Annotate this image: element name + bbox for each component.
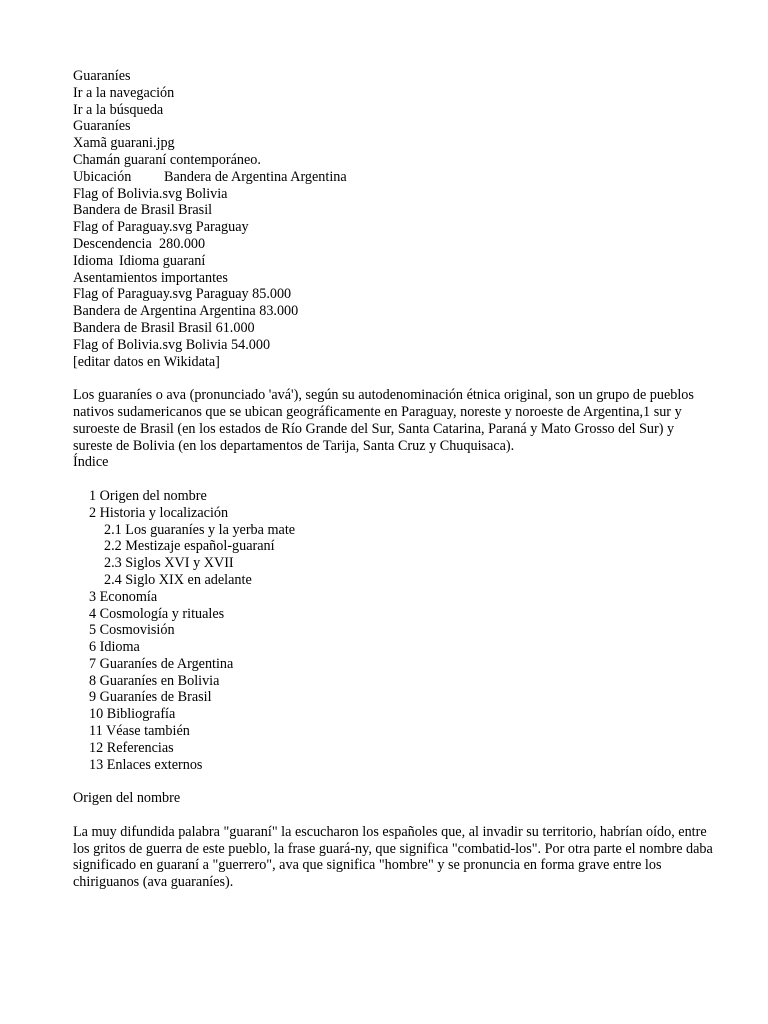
- article-heading: Guaraníes: [73, 118, 131, 135]
- toc-item[interactable]: 3 Economía: [89, 588, 158, 605]
- section-origen-paragraph: La muy difundida palabra "guaraní" la escucharon los españoles que, al invadir su territorio, habrían oído, entre los gritos de guerra de este pueblo, la frase guará-ny, que significa "combatid-los". Por otra parte el nombre daba significado en guaraní a "guerrero", ava que significa "hombre" y se pronuncia en forma grave entre los chiriguanos (ava guaraníes).: [73, 823, 713, 891]
- location-item[interactable]: Flag of Paraguay.svg Paraguay: [73, 219, 249, 236]
- toc-subitem[interactable]: 2.4 Siglo XIX en adelante: [104, 571, 252, 588]
- toc-item[interactable]: 13 Enlaces externos: [89, 756, 203, 773]
- document-page: [73, 68, 713, 891]
- toc-item[interactable]: 1 Origen del nombre: [89, 487, 207, 504]
- ubicacion-label: Ubicación: [73, 168, 132, 185]
- settlement-item: Bandera de Argentina Argentina 83.000: [73, 303, 299, 320]
- toc-subitem[interactable]: 2.2 Mestizaje español-guaraní: [104, 538, 275, 555]
- spacer: [73, 807, 713, 824]
- search-link[interactable]: Ir a la búsqueda: [73, 101, 164, 118]
- section-heading-origen: Origen del nombre: [73, 790, 181, 807]
- toc-item[interactable]: 6 Idioma: [89, 639, 140, 656]
- idioma-value[interactable]: Idioma guaraní: [119, 252, 206, 269]
- infobox-image-caption: Chamán guaraní contemporáneo.: [73, 151, 261, 168]
- infobox-idioma-row: [73, 253, 713, 270]
- settlement-item: Flag of Paraguay.svg Paraguay 85.000: [73, 286, 292, 303]
- infobox-ubicacion-row: [73, 169, 713, 186]
- settlement-item: Flag of Bolivia.svg Bolivia 54.000: [73, 336, 271, 353]
- location-item[interactable]: Flag of Bolivia.svg Bolivia: [73, 185, 228, 202]
- toc-subitem[interactable]: 2.3 Siglos XVI y XVII: [104, 555, 234, 572]
- toc-list: [73, 488, 713, 774]
- toc-item[interactable]: 11 Véase también: [89, 723, 190, 740]
- spacer: [73, 773, 713, 790]
- toc-item[interactable]: 2 Historia y localización: [89, 504, 229, 521]
- infobox-descendencia-row: [73, 236, 713, 253]
- location-item[interactable]: Bandera de Brasil Brasil: [73, 202, 213, 219]
- descendencia-value: 280.000: [159, 235, 206, 252]
- infobox-image-file[interactable]: Xamã guarani.jpg: [73, 135, 175, 152]
- spacer: [73, 471, 713, 488]
- toc-item[interactable]: 8 Guaraníes en Bolivia: [89, 672, 220, 689]
- toc-item[interactable]: 4 Cosmología y rituales: [89, 605, 225, 622]
- toc-title: Índice: [73, 454, 109, 471]
- toc-item[interactable]: 10 Bibliografía: [89, 706, 176, 723]
- nav-link[interactable]: Ir a la navegación: [73, 84, 175, 101]
- settlement-item: Bandera de Brasil Brasil 61.000: [73, 319, 255, 336]
- toc-subitem[interactable]: 2.1 Los guaraníes y la yerba mate: [104, 521, 296, 538]
- toc-item[interactable]: 7 Guaraníes de Argentina: [89, 655, 234, 672]
- asentamientos-label: Asentamientos importantes: [73, 269, 228, 286]
- idioma-label: Idioma: [73, 252, 114, 269]
- toc-item[interactable]: 9 Guaraníes de Brasil: [89, 689, 212, 706]
- location-item[interactable]: Bandera de Argentina Argentina: [164, 168, 347, 185]
- intro-paragraph: Los guaraníes o ava (pronunciado 'avá'), según su autodenominación étnica original, son un grupo de pueblos nativos sudamericanos que se ubican geográficamente en Paraguay, noreste y noroeste de Argentina,1 sur y suroeste de Brasil (en los estados de Río Grande del Sur, Santa Catarina, Paraná y Mato Grosso del Sur) y sureste de Bolivia (en los departamentos de Tarija, Santa Cruz y Chuquisaca).: [73, 387, 694, 454]
- toc-item[interactable]: 12 Referencias: [89, 739, 174, 756]
- spacer: [73, 370, 713, 387]
- descendencia-label: Descendencia: [73, 235, 152, 252]
- wikidata-edit-link[interactable]: [editar datos en Wikidata]: [73, 353, 220, 370]
- page-title: Guaraníes: [73, 68, 131, 84]
- toc-item[interactable]: 5 Cosmovisión: [89, 622, 175, 639]
